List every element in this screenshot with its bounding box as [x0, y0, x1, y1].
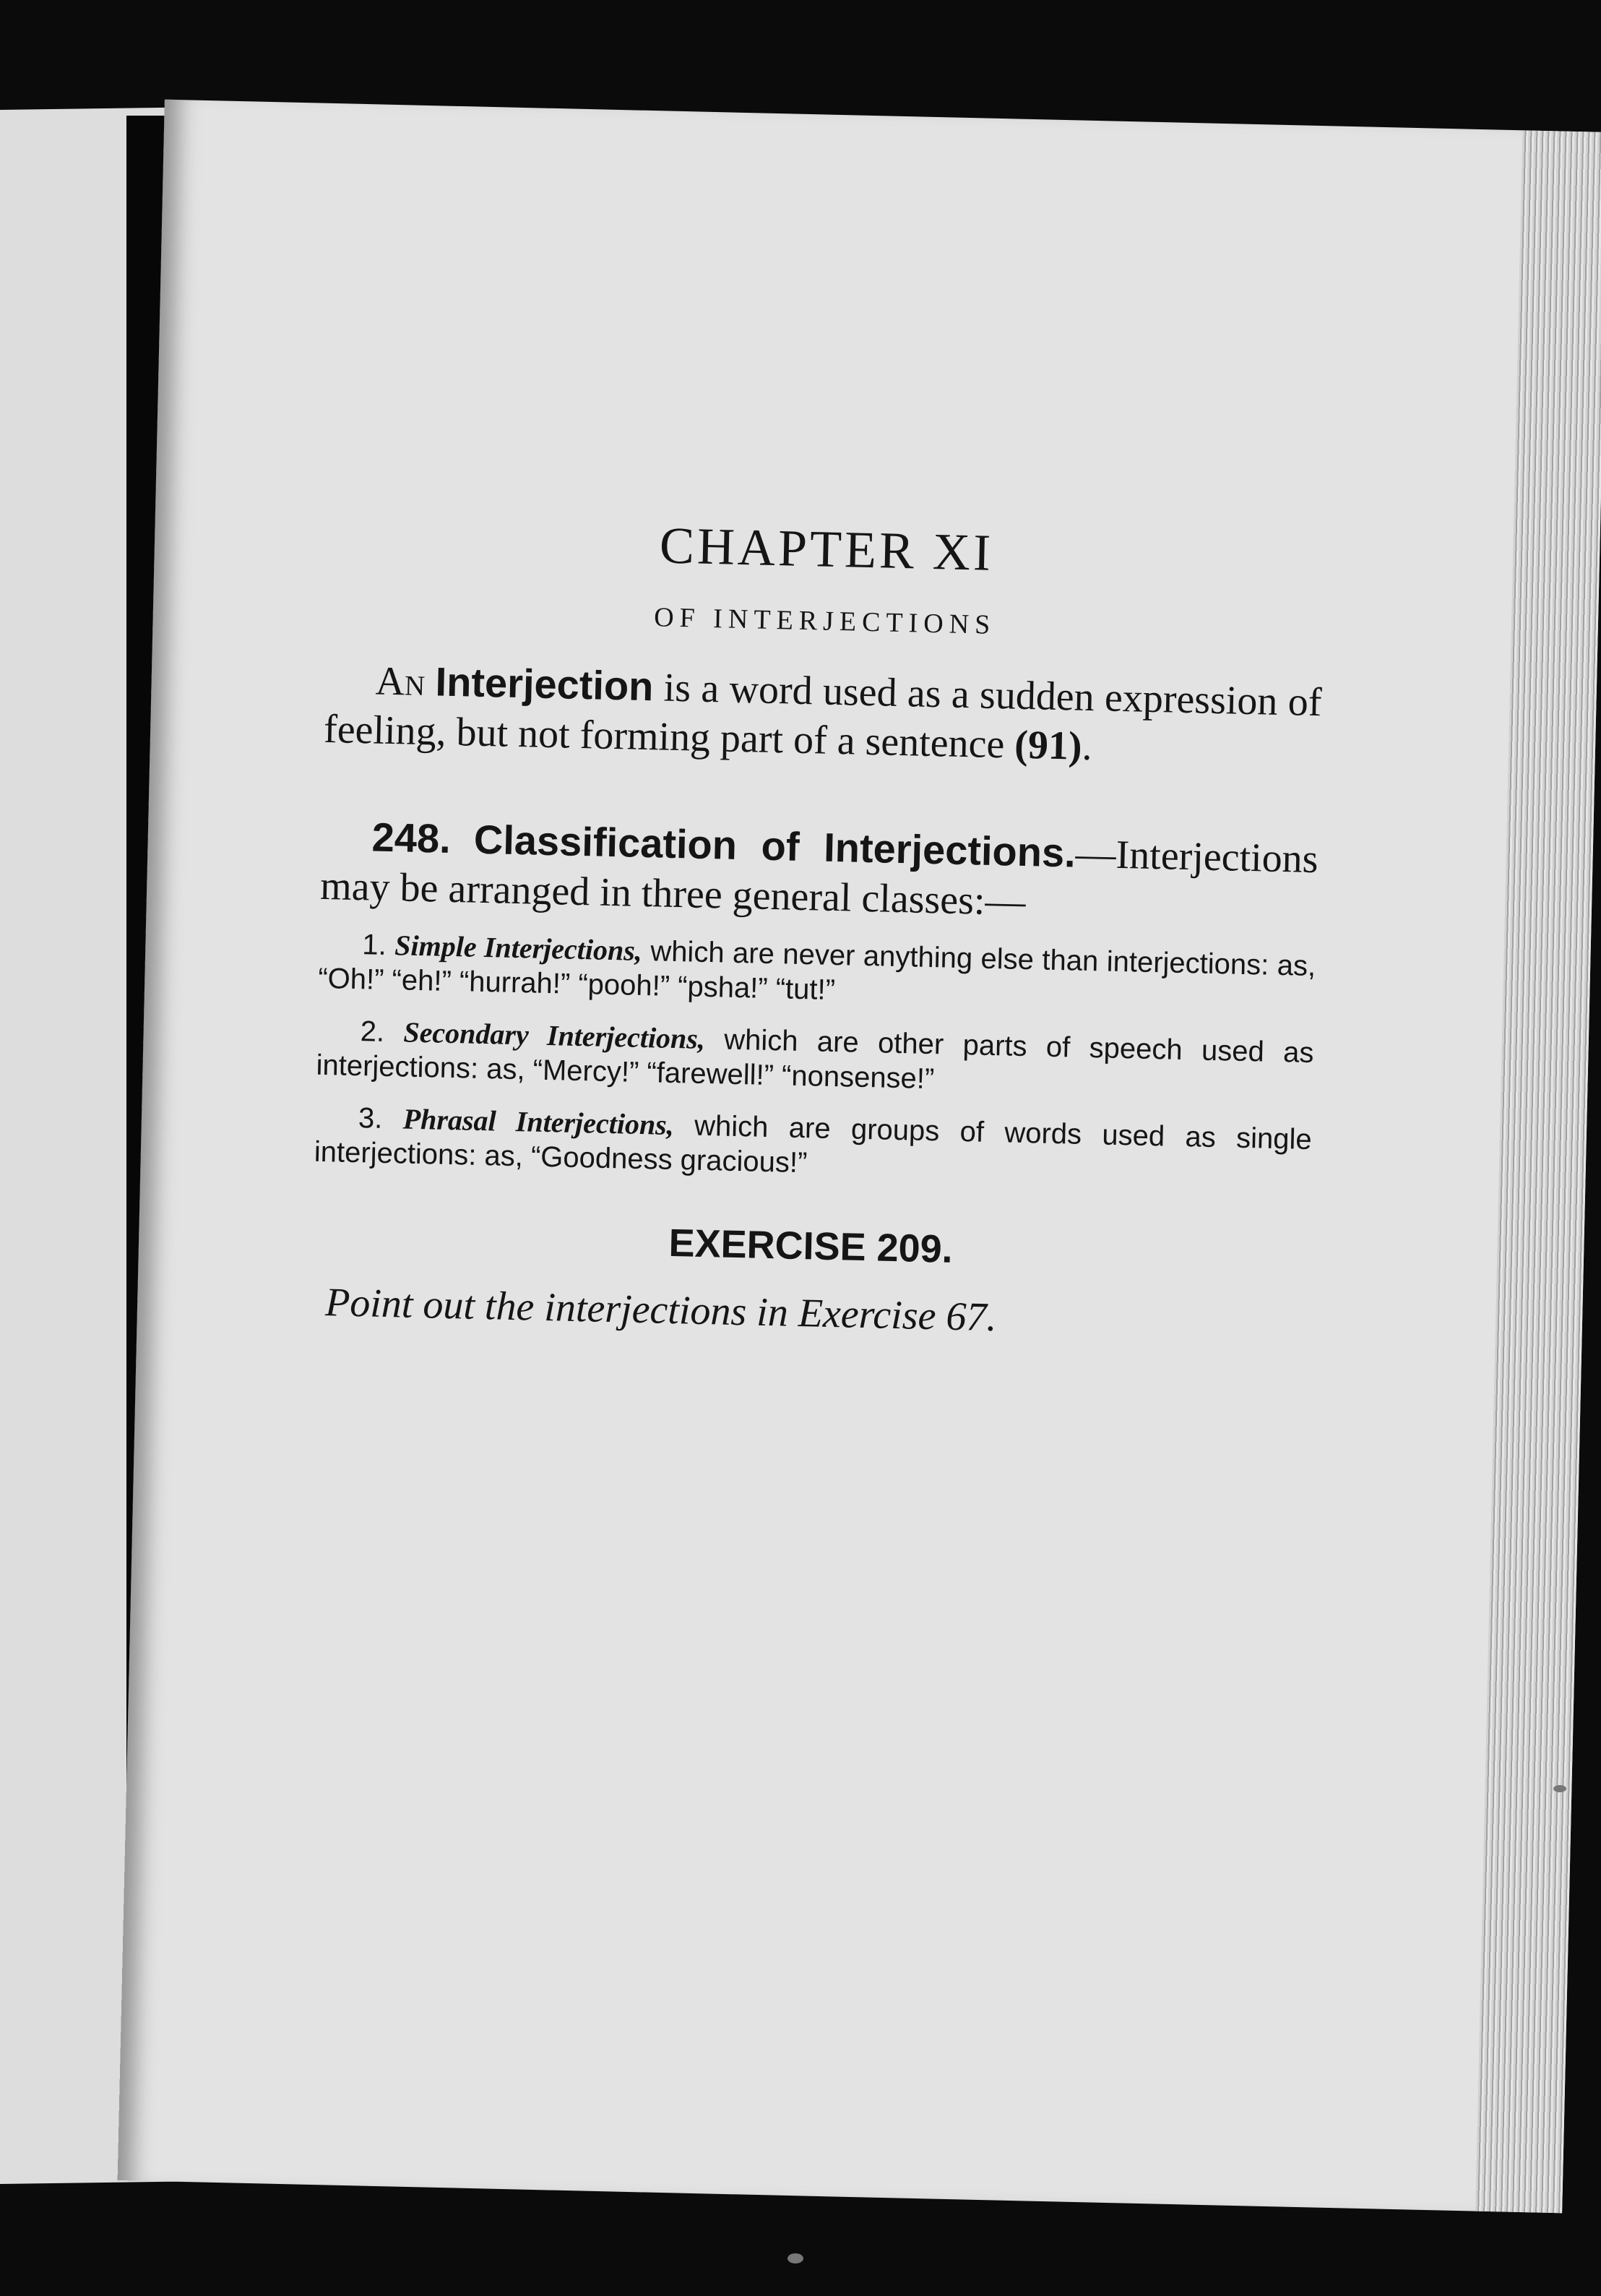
film-speck — [787, 2253, 803, 2263]
item-number: 2. — [360, 1015, 385, 1048]
definition-paragraph — [323, 655, 1322, 776]
exercise-text: Point out the interjections in Exercise 67. — [324, 1280, 998, 1341]
item-number: 1. — [361, 929, 387, 961]
definition-text: is a word used as a sudden expression of feeling, but not forming part of a sentence — [323, 665, 1323, 768]
interjection-classes-list — [314, 926, 1316, 1192]
page-content — [311, 508, 1326, 1348]
item-label: Phrasal Interjections, — [402, 1102, 675, 1142]
section-text: —Interjections may be arranged in three general classes:— — [319, 831, 1319, 924]
item-text: which are never anything else than interjections: as, “Oh!” “eh!” “hurrah!” “pooh!” “psha!” “tut!” — [317, 934, 1316, 1007]
definition-term: Interjection — [434, 658, 655, 710]
definition-lead: An — [375, 658, 426, 705]
exercise-heading: EXERCISE 209. — [668, 1221, 954, 1271]
list-item — [316, 1013, 1314, 1105]
item-text: which are other parts of speech used as interjections: as, “Mercy!” “farewell!” “nonsense!” — [316, 1023, 1314, 1096]
definition-end: . — [1081, 723, 1093, 770]
chapter-subtitle: OF INTERJECTIONS — [653, 602, 996, 640]
list-item — [314, 1100, 1312, 1192]
item-number: 3. — [358, 1102, 383, 1135]
section-heading: Classification of Interjections. — [473, 816, 1076, 876]
item-label: Secondary Interjections, — [402, 1015, 706, 1055]
section-paragraph — [320, 812, 1319, 933]
item-text: which are groups of words used as single interjections: as, “Goodness gracious!” — [314, 1109, 1313, 1179]
item-label: Simple Interjections, — [394, 929, 643, 967]
film-speck — [1553, 1785, 1566, 1792]
book-page — [118, 100, 1601, 2214]
page-edge — [1475, 130, 1601, 2213]
definition-ref: (91) — [1014, 722, 1083, 769]
chapter-title: CHAPTER XI — [659, 516, 994, 582]
list-item — [318, 926, 1316, 1018]
section-number: 248. — [371, 814, 452, 861]
